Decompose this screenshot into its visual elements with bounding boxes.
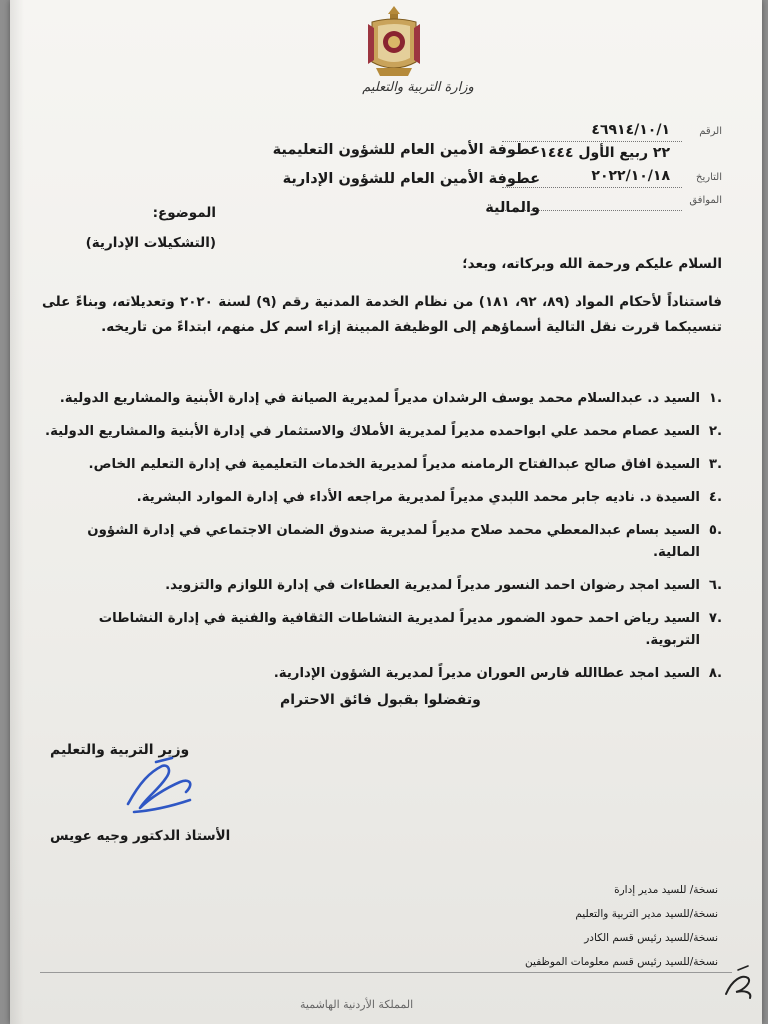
subject-text: (التشكيلات الإدارية) (85, 235, 216, 251)
copy-line: نسخة/للسيد رئيس قسم الكادر (584, 932, 718, 944)
decision-item (42, 487, 722, 509)
subject-label: الموضوع: (152, 205, 216, 221)
copies-list (458, 878, 718, 974)
decision-number: .٧ (708, 611, 722, 626)
royal-crest-icon (362, 2, 426, 80)
decision-text: السيد رياض احمد حمود الضمور مديراً لمديرية النشاطات الثقافية والفنية في إدارة النشاطات التربوية. (98, 611, 700, 648)
decision-item (42, 388, 722, 410)
recipient-line: عطوفة الأمين العام للشؤون الإدارية والمالية (282, 171, 540, 216)
decision-item (42, 663, 722, 685)
subject-block (46, 198, 216, 258)
footer-country: المملكة الأردنية الهاشمية (300, 998, 414, 1011)
corresponding-label: الموافق (689, 195, 722, 206)
page-edge-shadow (10, 0, 24, 1024)
closing-line: وتفضلوا بقبول فائق الاحترام (280, 692, 481, 708)
decision-text: السيد امجد عطاالله فارس العوران مديراً لمديرية الشؤون الإدارية. (273, 666, 700, 681)
decision-text: السيد عصام محمد علي ابواحمده مديراً لمديرية الأملاك والاستثمار في إدارة الأبنية والمشاريع الدولية. (45, 424, 700, 439)
ref-value: ٤٦٩١٤/١٠/١ (591, 122, 670, 138)
decisions-list (42, 388, 722, 696)
decision-number: .٦ (708, 578, 722, 593)
decision-text: السيد بسام عبدالمعطي محمد صلاح مديراً لمديرية صندوق الضمان الاجتماعي في إدارة الشؤون المالية. (87, 523, 700, 560)
decision-text: السيد د. عبدالسلام محمد يوسف الرشدان مديراً لمديرية الصيانة في إدارة الأبنية والمشاريع الدولية. (59, 391, 700, 406)
decision-number: .١ (708, 391, 722, 406)
decision-text: السيدة د. ناديه جابر محمد اللبدي مديراً لمديرية مراجعه الأداء في إدارة الموارد البشرية. (136, 490, 700, 505)
letter-page (10, 0, 762, 1024)
intro-paragraph: فاستناداً لأحكام المواد (٨٩، ٩٢، ١٨١) من نظام الخدمة المدنية رقم (٩) لسنة ٢٠٢٠ وتعديلاته، وبناءً على تنسيبكما قررت نقل التالية أسماؤهم إلى الوظيفة المبينة إزاء اسم كل منهم، ابتداءً من تاريخه. (42, 294, 723, 335)
date-label: التاريخ (696, 172, 722, 183)
minister-title: وزير التربية والتعليم (50, 742, 190, 758)
signature-icon (110, 752, 206, 822)
copy-line: نسخة/ للسيد مدير إدارة (614, 884, 718, 896)
date-hijri: ٢٢ ربيع الأول ١٤٤٤ (539, 145, 670, 161)
date-gregorian: ٢٠٢٢/١٠/١٨ (591, 168, 670, 184)
handwritten-mark-icon (718, 960, 758, 1005)
recipient-line: عطوفة الأمين العام للشؤون التعليمية (272, 142, 540, 158)
recipients-block (250, 136, 540, 223)
footer-divider (40, 972, 732, 973)
decision-number: .٥ (708, 523, 722, 538)
decision-item (42, 575, 722, 597)
decision-item (42, 520, 722, 564)
decision-number: .٨ (708, 666, 722, 681)
copy-line: نسخة/للسيد مدير التربية والتعليم (575, 908, 718, 920)
greeting: السلام عليكم ورحمة الله وبركاته، وبعد؛ (462, 256, 722, 272)
decision-item (42, 454, 722, 476)
decision-text: السيد امجد رضوان احمد النسور مديراً لمديرية العطاءات في إدارة اللوازم والتزويد. (165, 578, 700, 593)
ref-label: الرقم (699, 126, 722, 137)
decision-item (42, 608, 722, 652)
decision-number: .٢ (708, 424, 722, 439)
decision-number: .٣ (708, 457, 722, 472)
ministry-header: وزارة التربية والتعليم (362, 80, 474, 95)
decision-number: .٤ (708, 490, 722, 505)
decision-text: السيدة افاق صالح عبدالفتاح الرمامنه مديراً لمديرية الخدمات التعليمية في إدارة التعليم الخاص. (88, 457, 700, 472)
copy-line: نسخة/للسيد رئيس قسم معلومات الموظفين (525, 956, 718, 968)
minister-name: الأستاذ الدكتور وجيه عويس (50, 828, 231, 844)
decision-item (42, 421, 722, 443)
